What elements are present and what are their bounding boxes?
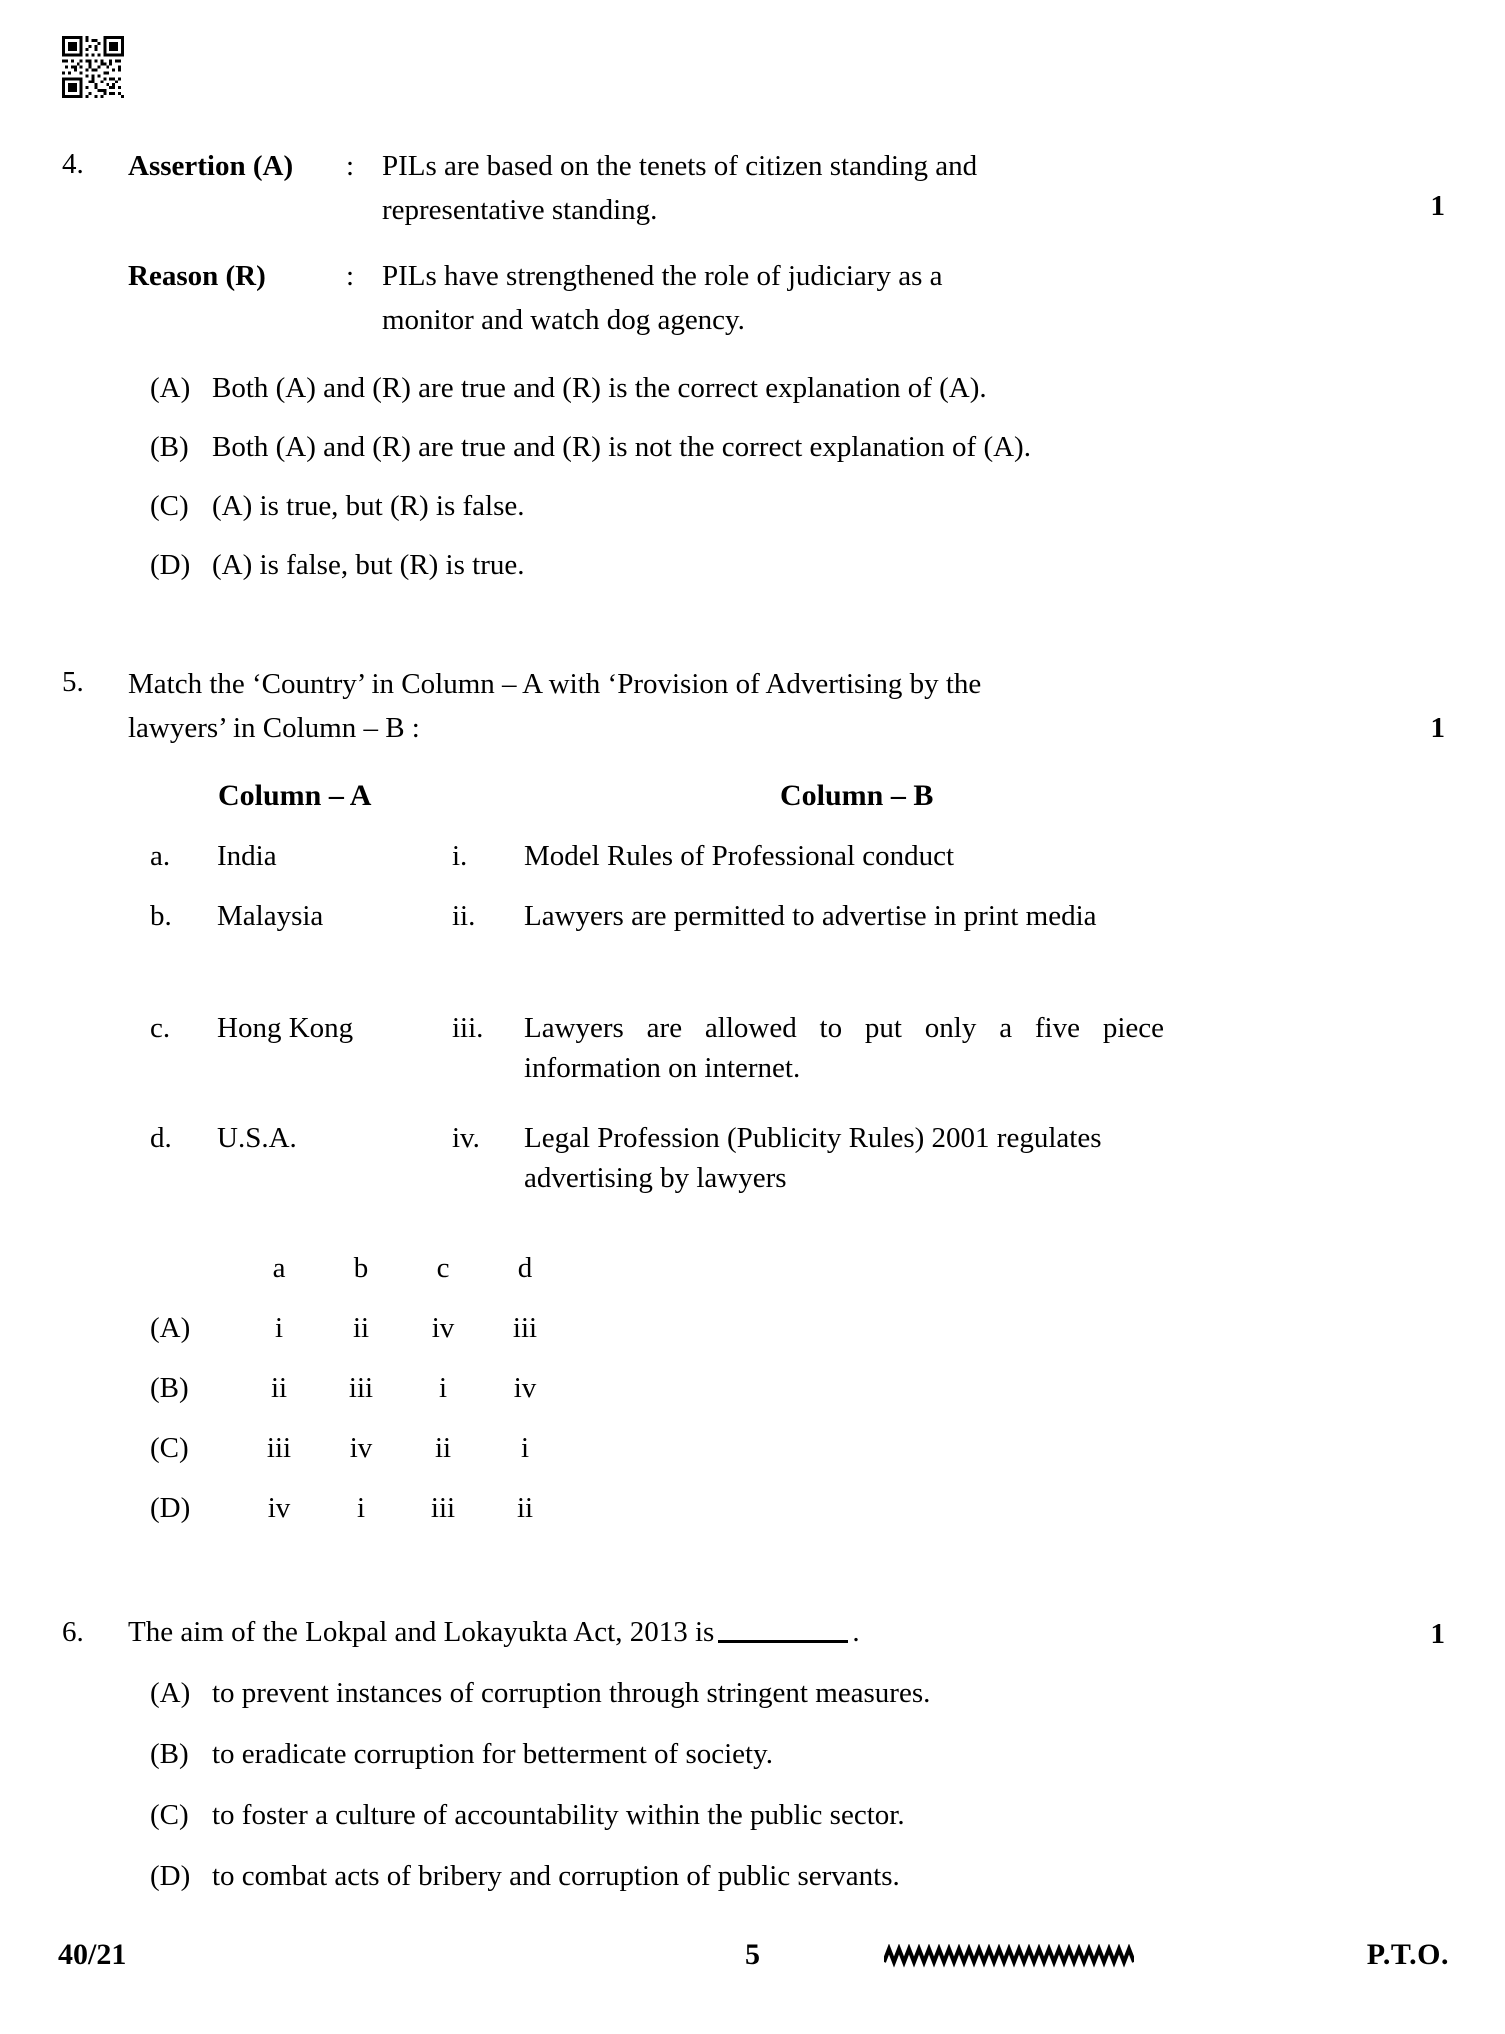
option-text: to foster a culture of accountability within the public sector. (212, 1799, 905, 1831)
option-label: (C) (150, 490, 189, 522)
fill-in-blank (718, 1621, 848, 1643)
question-4-reason-line (62, 254, 1292, 298)
assertion-text-line2: representative standing. (382, 194, 658, 226)
question-5-stem-line2 (62, 706, 1303, 750)
option-label: (A) (150, 372, 191, 404)
question-5-answer-grid (150, 1238, 566, 1538)
column-a-value: Malaysia (217, 900, 324, 932)
grid-value: iii (512, 1312, 538, 1344)
question-4-option-a[interactable] (150, 368, 987, 408)
grid-value: i (438, 1372, 448, 1404)
question-4-assertion-cont (62, 188, 1292, 232)
option-label: (C) (150, 1799, 189, 1831)
column-a-value: India (217, 840, 277, 872)
question-6-stem-text (128, 1612, 860, 1652)
column-b-key: iii. (452, 1012, 484, 1044)
question-4-marks: 1 (1430, 190, 1445, 222)
turn-over-label: P.T.O. (1366, 1938, 1449, 1971)
question-5-marks: 1 (1430, 712, 1445, 744)
question-4-reason-cont (62, 298, 1292, 342)
question-4-option-b[interactable] (150, 427, 1031, 467)
page-number: 5 (745, 1938, 760, 1971)
grid-value: i (520, 1432, 530, 1464)
grid-value: iii (266, 1432, 292, 1464)
option-text: Both (A) and (R) are true and (R) is not the correct explanation of (A). (212, 431, 1031, 463)
match-row (150, 896, 1164, 936)
question-6-option-a[interactable] (150, 1673, 930, 1713)
grid-value: iii (430, 1492, 456, 1524)
grid-value: iv (513, 1372, 537, 1404)
assertion-label: Assertion (A) (128, 150, 294, 182)
column-a-header: Column – A (218, 779, 372, 812)
question-6-number: 6. (62, 1616, 84, 1648)
option-label: (C) (150, 1432, 189, 1464)
question-4-number: 4. (62, 148, 84, 180)
question-6-option-d[interactable] (150, 1856, 900, 1896)
column-b-value: Legal Profession (Publicity Rules) 2001 regulates advertising by lawyers (524, 1122, 1102, 1194)
option-text: to eradicate corruption for betterment of society. (212, 1738, 773, 1770)
qr-code-icon (62, 36, 124, 98)
option-label: (D) (150, 1860, 191, 1892)
option-text: to combat acts of bribery and corruption of public servants. (212, 1860, 900, 1892)
option-label: (D) (150, 1492, 191, 1524)
question-4-option-d[interactable] (150, 545, 525, 585)
grid-header-d: d (517, 1252, 533, 1284)
grid-value: iv (431, 1312, 455, 1344)
column-b-value: Model Rules of Professional conduct (524, 840, 955, 872)
question-5-stem-line1 (62, 662, 1303, 706)
page-footer (0, 1938, 1505, 1998)
column-b-key: ii. (452, 900, 476, 932)
column-a-key: b. (150, 900, 172, 932)
option-label: (A) (150, 1312, 191, 1344)
paper-code: 40/21 (58, 1938, 127, 1971)
grid-value: ii (270, 1372, 288, 1404)
question-6-stem-before: The aim of the Lokpal and Lokayukta Act, 2013 is (128, 1616, 715, 1648)
question-5-option-b[interactable] (150, 1358, 566, 1418)
column-b-key: i. (452, 840, 468, 872)
column-b-key: iv. (452, 1122, 480, 1154)
column-a-key: d. (150, 1122, 172, 1154)
question-5-stem-text2: lawyers’ in Column – B : (128, 712, 420, 744)
grid-corner (150, 1238, 238, 1298)
column-b-value: Lawyers are permitted to advertise in print media (524, 900, 1097, 932)
answer-grid-header-row (150, 1238, 566, 1298)
grid-value: i (356, 1492, 366, 1524)
question-6-option-c[interactable] (150, 1795, 905, 1835)
grid-value: iv (267, 1492, 291, 1524)
option-text: Both (A) and (R) are true and (R) is the correct explanation of (A). (212, 372, 987, 404)
grid-header-c: c (436, 1252, 450, 1284)
grid-value: ii (434, 1432, 452, 1464)
match-row (150, 1118, 1164, 1198)
question-4-option-c[interactable] (150, 486, 525, 526)
question-5-option-c[interactable] (150, 1418, 566, 1478)
grid-header-b: b (353, 1252, 369, 1284)
assertion-colon: : (346, 150, 355, 182)
option-label: (D) (150, 549, 191, 581)
column-a-value: Hong Kong (217, 1012, 354, 1044)
reason-colon: : (346, 260, 355, 292)
grid-value: ii (352, 1312, 370, 1344)
reason-text-line1: PILs have strengthened the role of judiciary as a (382, 260, 943, 292)
option-label: (B) (150, 1372, 189, 1404)
option-label: (B) (150, 1738, 189, 1770)
option-text: (A) is true, but (R) is false. (212, 490, 525, 522)
grid-value: ii (516, 1492, 534, 1524)
grid-header-a: a (272, 1252, 286, 1284)
question-6-stem (62, 1612, 860, 1652)
match-row (150, 836, 1164, 876)
column-a-value: U.S.A. (217, 1122, 297, 1154)
option-label: (B) (150, 431, 189, 463)
question-5-number: 5. (62, 666, 84, 698)
grid-value: iv (349, 1432, 373, 1464)
column-b-value: Lawyers are allowed to put only a five piece information on internet. (524, 1012, 1164, 1084)
reason-text-line2: monitor and watch dog agency. (382, 304, 745, 336)
assertion-text-line1: PILs are based on the tenets of citizen standing and (382, 150, 978, 182)
option-text: (A) is false, but (R) is true. (212, 549, 525, 581)
zigzag-rule-icon (884, 1944, 1134, 1970)
question-6-marks: 1 (1430, 1618, 1445, 1650)
match-row (150, 1008, 1164, 1088)
column-b-header: Column – B (780, 779, 934, 812)
question-6-stem-after: . (852, 1616, 860, 1648)
column-a-key: a. (150, 840, 171, 872)
reason-label: Reason (R) (128, 260, 266, 292)
grid-value: i (274, 1312, 284, 1344)
option-text: to prevent instances of corruption through stringent measures. (212, 1677, 931, 1709)
column-a-key: c. (150, 1012, 171, 1044)
question-4-assertion-line (62, 144, 1292, 188)
question-5-stem-text1: Match the ‘Country’ in Column – A with ‘Provision of Advertising by the (128, 668, 982, 700)
grid-value: iii (348, 1372, 374, 1404)
option-label: (A) (150, 1677, 191, 1709)
question-6-option-b[interactable] (150, 1734, 773, 1774)
question-5-option-a[interactable] (150, 1298, 566, 1358)
question-5-option-d[interactable] (150, 1478, 566, 1538)
